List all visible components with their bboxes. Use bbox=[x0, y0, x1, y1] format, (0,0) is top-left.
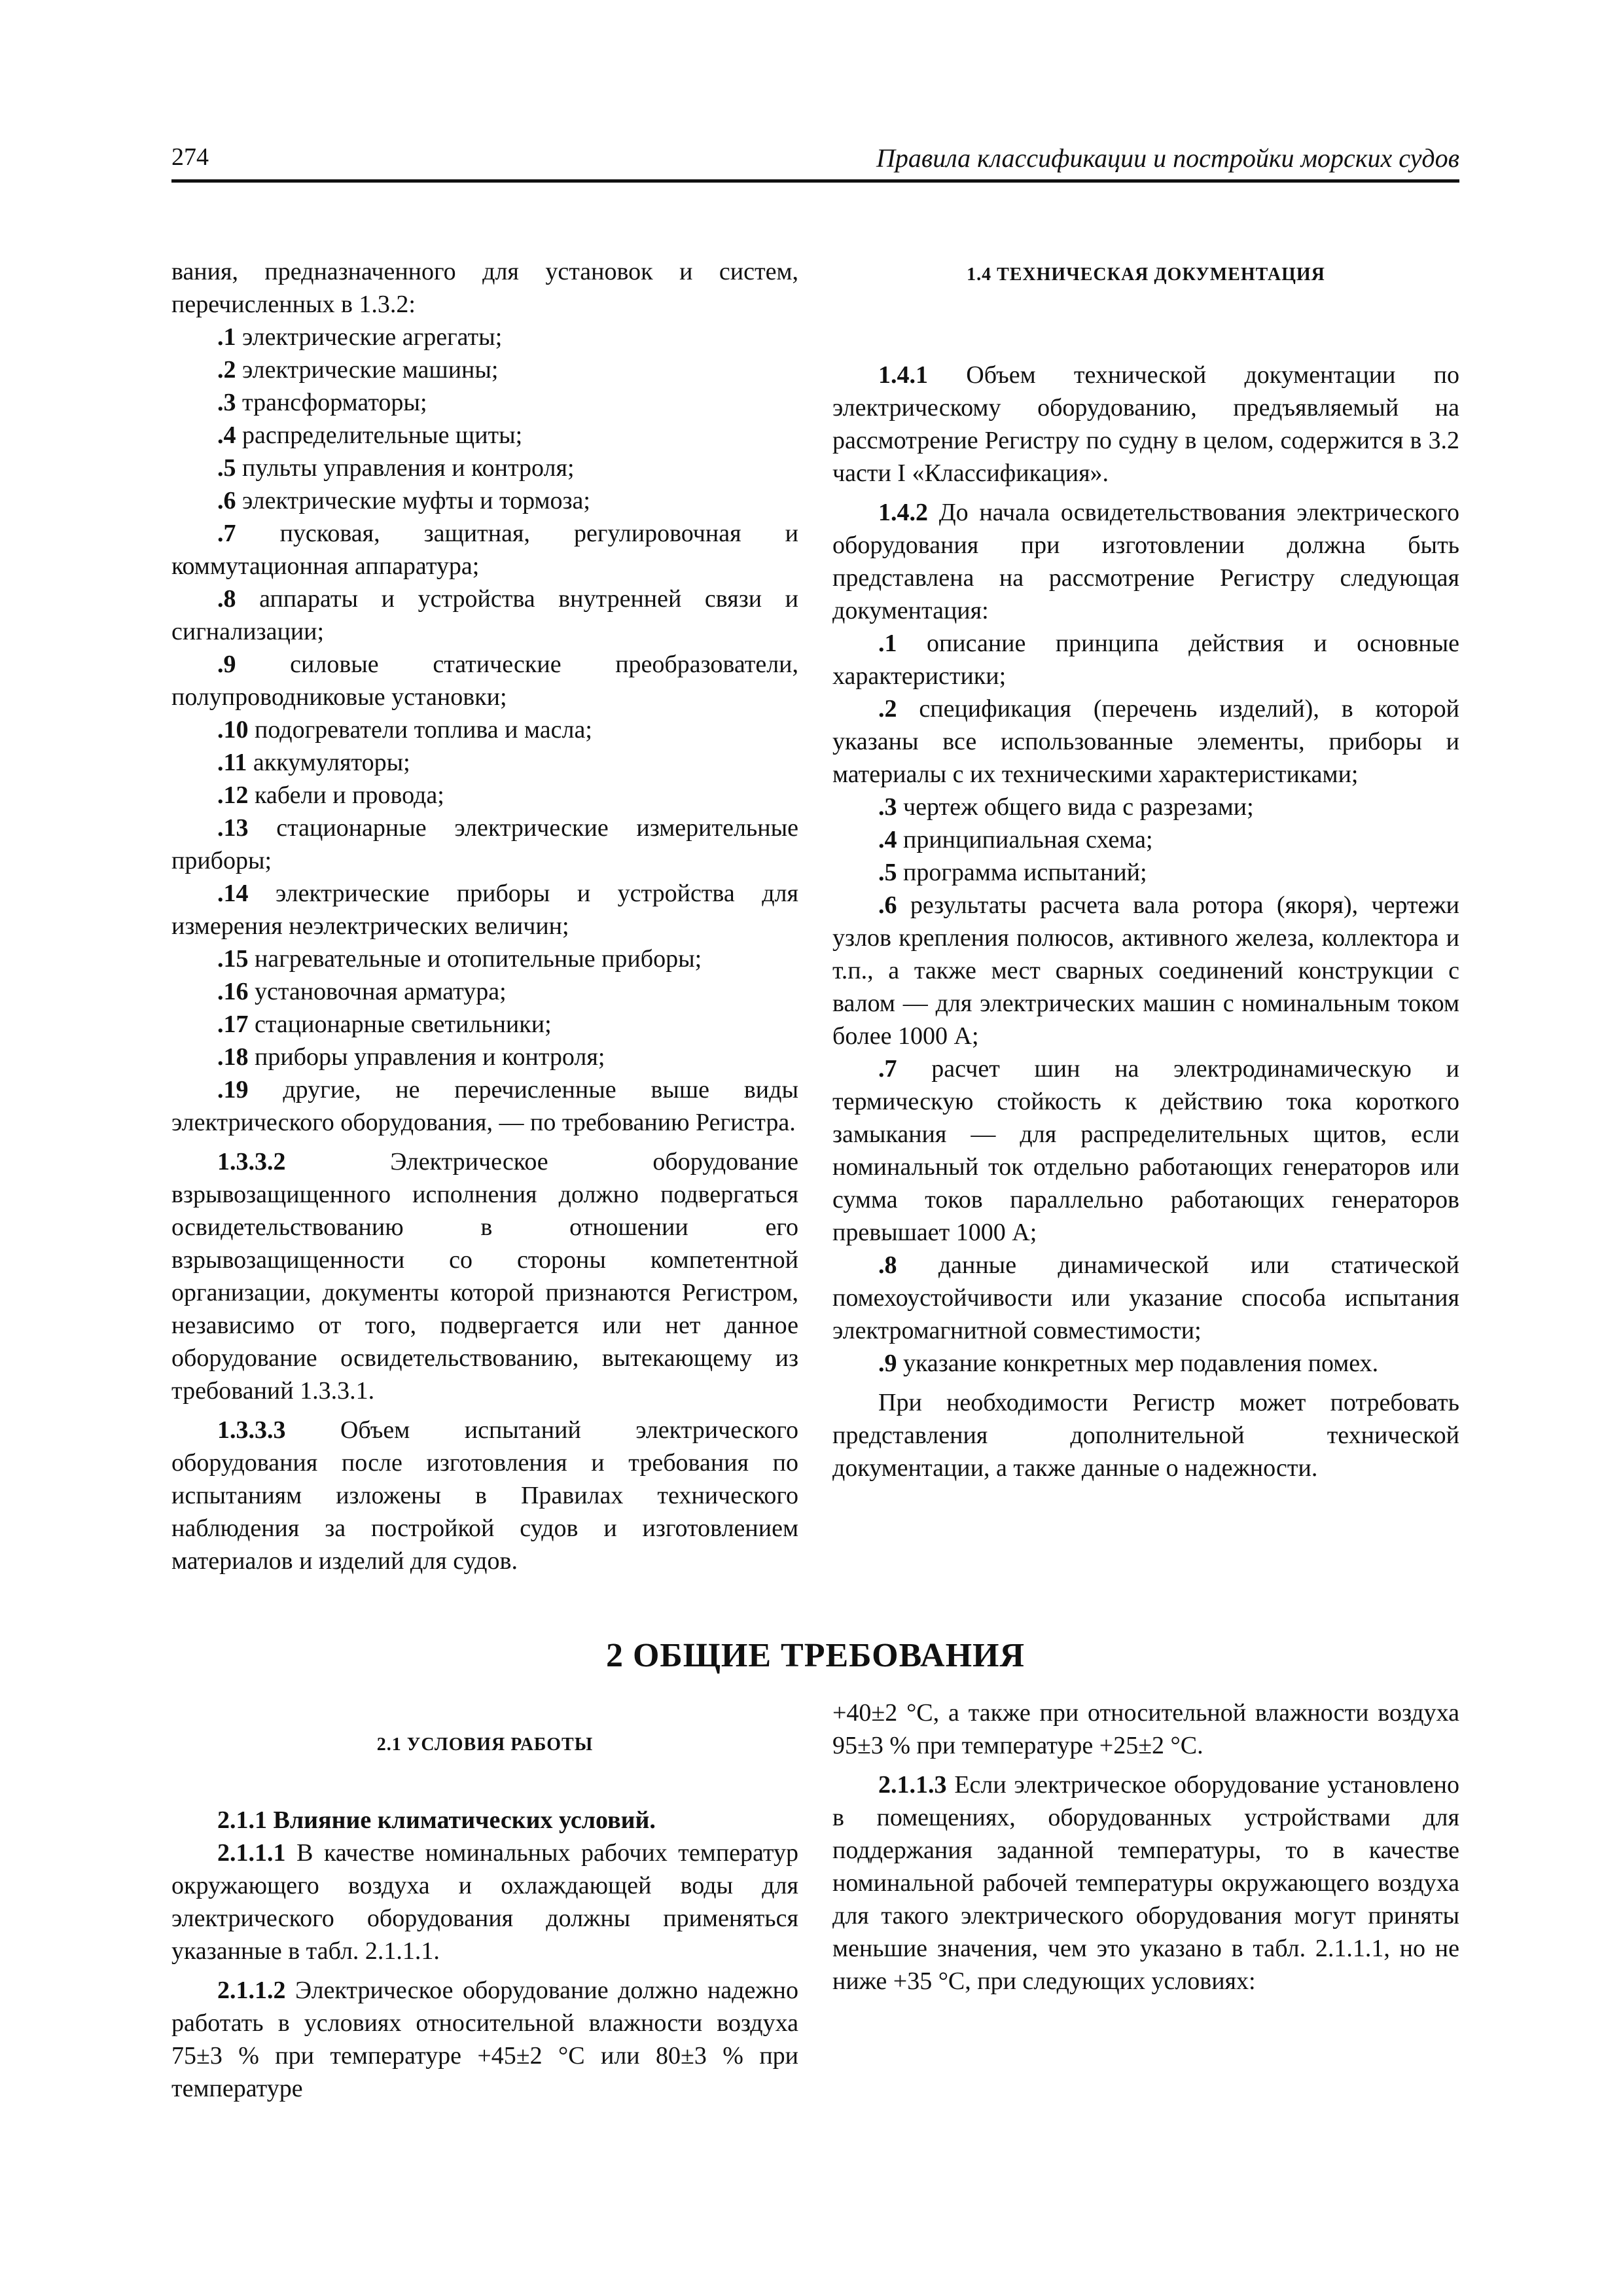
list-item bbox=[171, 517, 798, 583]
list-item bbox=[171, 877, 798, 942]
list-item bbox=[171, 812, 798, 877]
list-item-text: аккумуляторы; bbox=[253, 749, 410, 776]
paragraph-2113 bbox=[832, 1768, 1459, 1998]
list-item-number: .10 bbox=[217, 716, 249, 744]
list-item bbox=[171, 713, 798, 746]
list-item-text: подогреватели топлива и масла; bbox=[255, 716, 592, 744]
list-item-number: .16 bbox=[217, 978, 249, 1005]
paragraph-number: 2.1.1.3 bbox=[878, 1771, 947, 1799]
list-item bbox=[171, 1008, 798, 1041]
section-heading-2-1: 2.1 УСЛОВИЯ РАБОТЫ bbox=[376, 1734, 594, 1755]
list-item bbox=[171, 452, 798, 484]
list-item-number: .8 bbox=[878, 1251, 897, 1279]
list-item-text: аппараты и устройства внутренней связи и сигнализации; bbox=[171, 585, 799, 645]
list-item-text: электрические агрегаты; bbox=[242, 323, 503, 351]
list-item bbox=[171, 484, 798, 517]
paragraph-text: Объем технической документации по электрическому оборудованию, предъявляемый на рассмотрение Регистру по судну в целом, содержится в 3.2 части I «Классификация». bbox=[832, 361, 1460, 487]
list-item-number: .2 bbox=[878, 695, 897, 723]
list-item bbox=[171, 1041, 798, 1073]
continuation-paragraph: +40±2 °С, а также при относительной влажности воздуха 95±3 % при температуре +25±2 °С. bbox=[832, 1699, 1459, 1759]
list-item-number: .1 bbox=[878, 630, 897, 657]
list-item-number: .12 bbox=[217, 781, 249, 809]
paragraph-number: 1.4.1 bbox=[878, 361, 928, 389]
chapter-title: 2 ОБЩИЕ ТРЕБОВАНИЯ bbox=[605, 1637, 1026, 1674]
list-item bbox=[171, 942, 798, 975]
paragraph-211: 2.1.1 Влияние климатических условий. bbox=[217, 1806, 656, 1834]
list-item bbox=[171, 1073, 798, 1139]
list-item bbox=[171, 648, 798, 713]
list-item-text: распределительные щиты; bbox=[242, 422, 523, 449]
paragraph-text: В качестве номинальных рабочих температур окружающего воздуха и охлаждающей воды для электрического оборудования должны применяться указанные в табл. 2.1.1.1. bbox=[171, 1839, 799, 1965]
closing-paragraph: При необходимости Регистр может потребовать представления дополнительной технической документации, а также данные о надежности. bbox=[832, 1389, 1459, 1482]
list-item-number: .7 bbox=[878, 1055, 897, 1083]
list-item-number: .11 bbox=[217, 749, 247, 776]
list-item-text: стационарные светильники; bbox=[255, 1011, 552, 1038]
list-item-number: .19 bbox=[217, 1076, 249, 1103]
list-item-text: результаты расчета вала ротора (якоря), чертежи узлов крепления полюсов, активного железа, коллектора и т.п., а также мест сварных соединений конструкции с валом — для электрических машин с номинальным током более 1000 А; bbox=[832, 891, 1459, 1050]
page-header bbox=[171, 143, 1459, 183]
paragraph-2112 bbox=[171, 1974, 798, 2105]
list-item-number: .9 bbox=[878, 1350, 897, 1377]
left-column bbox=[171, 255, 798, 1577]
list-item bbox=[171, 353, 798, 386]
list-item-text: программа испытаний; bbox=[903, 859, 1147, 886]
list-item-text: указание конкретных мер подавления помех. bbox=[903, 1350, 1379, 1377]
list-item bbox=[171, 419, 798, 452]
list-item-number: .14 bbox=[217, 880, 249, 907]
list-item-text: пусковая, защитная, регулировочная и коммутационная аппаратура; bbox=[171, 520, 798, 580]
list-item bbox=[832, 692, 1459, 791]
list-item-text: приборы управления и контроля; bbox=[255, 1043, 605, 1071]
list-item-text: электрические приборы и устройства для измерения неэлектрических величин; bbox=[171, 880, 799, 940]
list-item-text: чертеж общего вида с разрезами; bbox=[903, 793, 1254, 821]
list-item bbox=[832, 627, 1459, 692]
list-item bbox=[832, 1249, 1459, 1347]
running-title: Правила классификации и постройки морских судов bbox=[876, 143, 1459, 173]
paragraph-142 bbox=[832, 496, 1459, 627]
section-heading-1-4: 1.4 ТЕХНИЧЕСКАЯ ДОКУМЕНТАЦИЯ bbox=[967, 264, 1325, 285]
list-item bbox=[171, 975, 798, 1008]
paragraph-1333 bbox=[171, 1414, 798, 1577]
list-item bbox=[832, 791, 1459, 823]
paragraph-1332 bbox=[171, 1145, 798, 1407]
list-item bbox=[832, 856, 1459, 889]
paragraph-141 bbox=[832, 359, 1459, 490]
list-item-number: .9 bbox=[217, 651, 236, 678]
list-item-number: .6 bbox=[217, 487, 236, 514]
list-item-text: данные динамической или статической помехоустойчивости или указание способа испытания электромагнитной совместимости; bbox=[832, 1251, 1459, 1344]
list-item bbox=[832, 889, 1459, 1052]
list-item-text: расчет шин на электродинамическую и термическую стойкость к действию тока короткого замыкания — для распределительных щитов, если номинальный ток отдельно работающих генераторов или сумма токов параллельно работающих генераторов превышает 1000 А; bbox=[832, 1055, 1459, 1246]
paragraph-number: 1.3.3.3 bbox=[217, 1416, 286, 1444]
list-item-number: .18 bbox=[217, 1043, 249, 1071]
right-column bbox=[832, 255, 1459, 1484]
list-item-number: .2 bbox=[217, 356, 236, 384]
intro-paragraph: вания, предназначенного для установок и систем, перечисленных в 1.3.2: bbox=[171, 258, 798, 318]
list-item-text: нагревательные и отопительные приборы; bbox=[255, 945, 702, 973]
list-item-number: .3 bbox=[217, 389, 236, 416]
list-item-number: .5 bbox=[878, 859, 897, 886]
list-item-number: .8 bbox=[217, 585, 236, 613]
list-item-number: .13 bbox=[217, 814, 249, 842]
list-item bbox=[171, 779, 798, 812]
right-column-section-2 bbox=[832, 1696, 1459, 1998]
list-item bbox=[832, 823, 1459, 856]
paragraph-text: До начала освидетельствования электрического оборудования при изготовлении должна быть представлена на рассмотрение Регистру следующая документация: bbox=[832, 499, 1459, 624]
list-item-text: спецификация (перечень изделий), в которой указаны все использованные элементы, приборы и материалы с их техническими характеристиками; bbox=[832, 695, 1460, 788]
paragraph-number: 2.1.1.1 bbox=[217, 1839, 286, 1867]
list-item-text: описание принципа действия и основные характеристики; bbox=[832, 630, 1460, 690]
list-item-text: установочная арматура; bbox=[255, 978, 507, 1005]
list-item-text: другие, не перечисленные выше виды электрического оборудования, — по требованию Регистра. bbox=[171, 1076, 799, 1136]
list-item bbox=[832, 1347, 1459, 1380]
list-item-number: .7 bbox=[217, 520, 236, 547]
list-item-number: .4 bbox=[878, 826, 897, 853]
list-item bbox=[171, 386, 798, 419]
list-item-number: .6 bbox=[878, 891, 897, 919]
list-item-text: стационарные электрические измерительные приборы; bbox=[171, 814, 798, 874]
paragraph-number: 1.3.3.2 bbox=[217, 1148, 286, 1175]
paragraph-text: Если электрическое оборудование установлено в помещениях, оборудованных устройствами для поддержания заданной температуры, то в качестве номинальной рабочей температуры окружающего воздуха для такого электрического оборудования могут приняты меньшие значения, чем это указано в табл. 2.1.1.1, но не ниже +35 °С, при следующих условиях: bbox=[832, 1771, 1460, 1995]
list-item-number: .3 bbox=[878, 793, 897, 821]
list-item-number: .1 bbox=[217, 323, 236, 351]
right-list bbox=[832, 627, 1459, 1380]
list-item-text: кабели и провода; bbox=[255, 781, 444, 809]
list-item bbox=[171, 583, 798, 648]
list-item-text: трансформаторы; bbox=[242, 389, 427, 416]
list-item-number: .4 bbox=[217, 422, 236, 449]
list-item-number: .5 bbox=[217, 454, 236, 482]
page-number: 274 bbox=[171, 143, 209, 171]
list-item-text: электрические машины; bbox=[242, 356, 499, 384]
list-item-text: пульты управления и контроля; bbox=[242, 454, 575, 482]
paragraph-text: Электрическое оборудование взрывозащищенного исполнения должно подвергаться освидетельствованию в отношении его взрывозащищенности со стороны компетентной организации, документы которой признаются Регистром, независимо от того, подвергается или нет данное оборудование освидетельствованию, вытекающему из требований 1.3.3.1. bbox=[171, 1148, 798, 1405]
left-column-section-2 bbox=[171, 1728, 798, 2105]
paragraph-2111 bbox=[171, 1837, 798, 1967]
list-item-number: .17 bbox=[217, 1011, 249, 1038]
list-item-text: силовые статические преобразователи, полупроводниковые установки; bbox=[171, 651, 799, 711]
list-item-number: .15 bbox=[217, 945, 249, 973]
paragraph-text: Электрическое оборудование должно надежно работать в условиях относительной влажности воздуха 75±3 % при температуре +45±2 °С или 80±3 % при температуре bbox=[171, 1977, 798, 2102]
list-item-text: электрические муфты и тормоза; bbox=[242, 487, 590, 514]
list-item bbox=[832, 1052, 1459, 1249]
list-item bbox=[171, 746, 798, 779]
paragraph-number: 1.4.2 bbox=[878, 499, 928, 526]
left-list bbox=[171, 321, 798, 1139]
list-item bbox=[171, 321, 798, 353]
list-item-text: принципиальная схема; bbox=[903, 826, 1153, 853]
paragraph-text: Объем испытаний электрического оборудования после изготовления и требования по испытаниям изложены в Правилах технического наблюдения за постройкой судов и изготовлением материалов и изделий для судов. bbox=[171, 1416, 798, 1575]
paragraph-number: 2.1.1.2 bbox=[217, 1977, 286, 2004]
